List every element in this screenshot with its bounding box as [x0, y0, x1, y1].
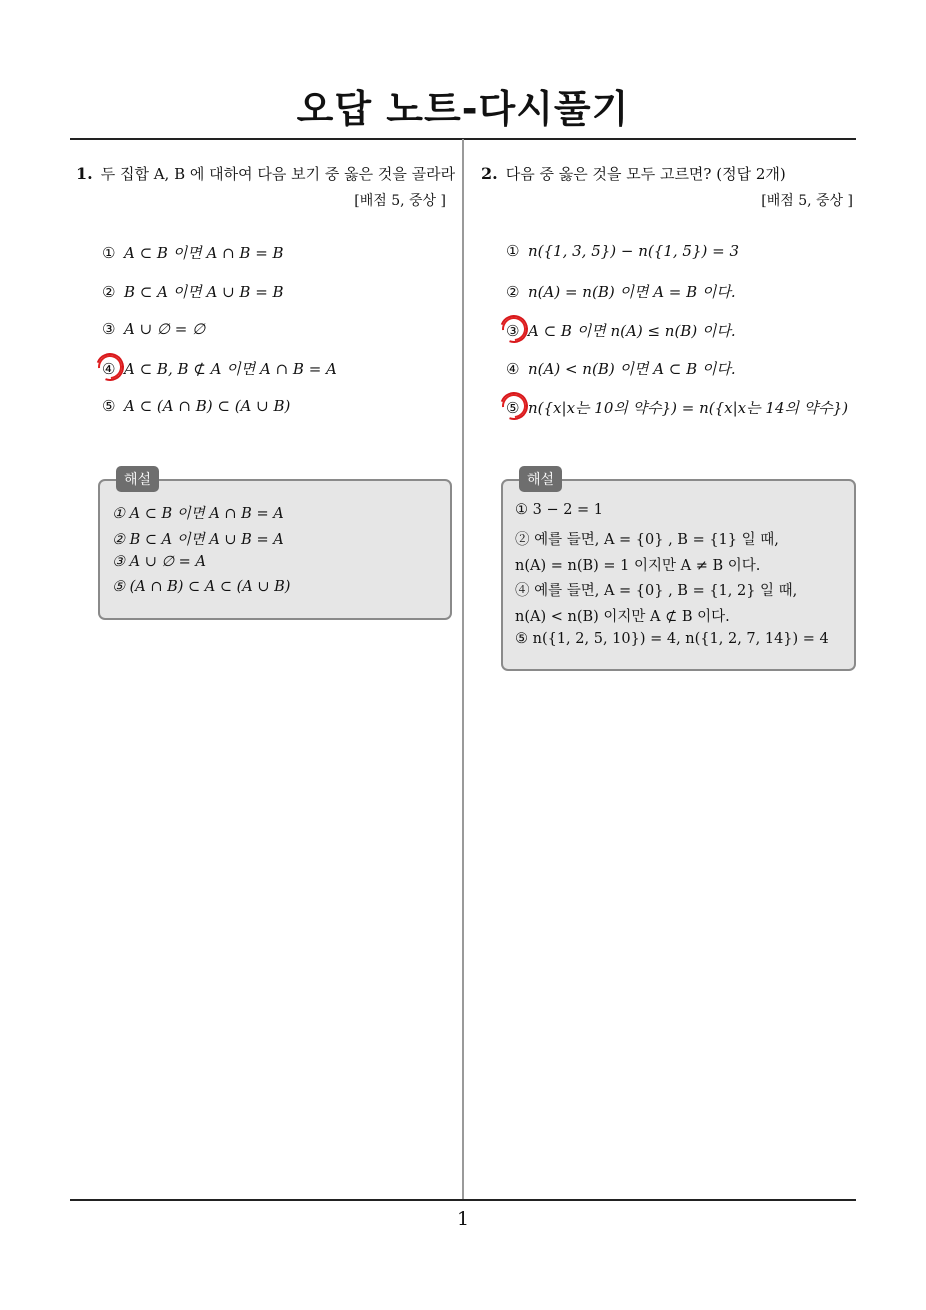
question-score: [배점 5, 중상 ]: [761, 193, 853, 209]
red-circle-stroke-icon: [497, 389, 531, 423]
choice-text: A ⊂ B 이면 n(A) ≤ n(B) 이다.: [528, 322, 736, 340]
choice-mark: ④: [506, 359, 520, 378]
choice-text: A ⊂ B, B ⊄ A 이면 A ∩ B = A: [124, 360, 337, 378]
column-divider: [462, 139, 464, 1199]
choice-4: [506, 358, 736, 379]
choice-mark: ③: [506, 322, 528, 340]
choice-mark: ④: [102, 360, 124, 378]
page-number: 1: [456, 1208, 470, 1230]
solution-line: ① 3 − 2 = 1: [515, 502, 604, 518]
choice-mark: ①: [506, 242, 520, 260]
solution-label: 해설: [116, 466, 159, 492]
solution-line: ⑤ (A ∩ B) ⊂ A ⊂ (A ∪ B): [112, 579, 291, 595]
choice-mark: ②: [102, 282, 116, 301]
solution-line: ④ 예를 들면, A = {0} , B = {1, 2} 일 때,: [515, 583, 798, 599]
choice-mark: ⑤: [506, 399, 528, 417]
red-circle-stroke-icon: [93, 350, 127, 384]
choice-mark: ⑤: [102, 397, 116, 415]
solution-box: [501, 472, 856, 671]
solution-box: [98, 472, 452, 620]
question-score: [배점 5, 중상 ]: [354, 193, 446, 209]
solution-label: 해설: [519, 466, 562, 492]
choice-text: n({x|x는 10의 약수}) = n({x|x는 14의 약수}): [528, 399, 849, 417]
choice-2: [102, 281, 284, 302]
choice-1: [102, 242, 284, 263]
choice-mark: ①: [102, 243, 116, 262]
choice-4: [102, 358, 337, 379]
choice-1: [506, 242, 739, 260]
question-text: 두 집합 A, B 에 대하여 다음 보기 중 옳은 것을 골라라: [100, 165, 456, 183]
choice-text: n(A) < n(B) 이면 A ⊂ B 이다.: [528, 360, 736, 378]
choice-3: [506, 320, 736, 341]
question-2-header: [481, 163, 786, 184]
choice-text: A ∪ ∅ = ∅: [124, 320, 206, 338]
choice-5: [506, 397, 848, 418]
choice-text: A ⊂ (A ∩ B) ⊂ (A ∪ B): [124, 397, 291, 415]
solution-line: ② 예를 들면, A = {0} , B = {1} 일 때,: [515, 532, 779, 548]
choice-text: n({1, 3, 5}) − n({1, 5}) = 3: [528, 242, 739, 260]
choice-5: [102, 397, 290, 415]
solution-line: n(A) = n(B) = 1 이지만 A ≠ B 이다.: [515, 558, 761, 574]
solution-line: ⑤ n({1, 2, 5, 10}) = 4, n({1, 2, 7, 14}) = 4: [515, 631, 829, 647]
question-text: 다음 중 옳은 것을 모두 고르면? (정답 2개): [505, 165, 786, 183]
question-number: 2.: [481, 164, 498, 183]
solution-line: ② B ⊂ A 이면 A ∪ B = A: [112, 532, 284, 548]
choice-3: [102, 320, 205, 338]
page-title: 오답 노트-다시풀기: [296, 87, 630, 131]
bottom-rule: [70, 1199, 856, 1201]
question-1-header: [76, 163, 455, 184]
red-circle-stroke-icon: [497, 312, 531, 346]
solution-line: ③ A ∪ ∅ = A: [112, 554, 206, 570]
solution-line: ① A ⊂ B 이면 A ∩ B = A: [112, 506, 284, 522]
choice-text: B ⊂ A 이면 A ∪ B = B: [124, 283, 284, 301]
choice-mark: ③: [102, 320, 116, 338]
choice-mark: ②: [506, 282, 520, 301]
solution-line: n(A) < n(B) 이지만 A ⊄ B 이다.: [515, 609, 730, 625]
question-number: 1.: [76, 164, 93, 183]
choice-text: n(A) = n(B) 이면 A = B 이다.: [528, 283, 736, 301]
choice-2: [506, 281, 736, 302]
choice-text: A ⊂ B 이면 A ∩ B = B: [124, 244, 284, 262]
